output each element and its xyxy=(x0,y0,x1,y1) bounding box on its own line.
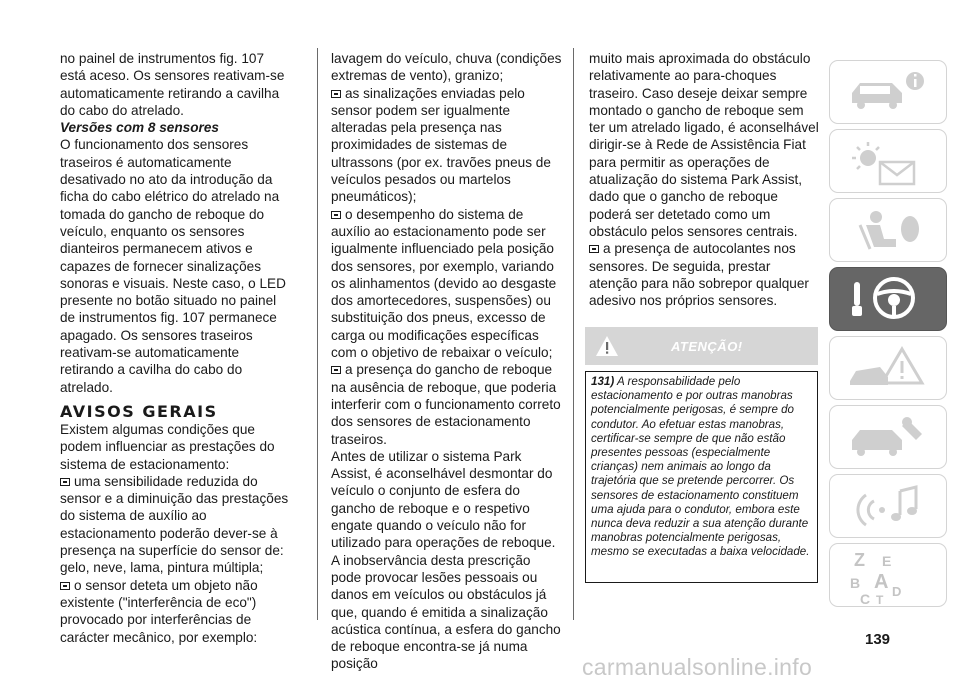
warning-box xyxy=(585,327,818,583)
bullet-item xyxy=(60,577,292,646)
paragraph: lavagem do veículo, chuva (condições extremas de vento), granizo; xyxy=(331,51,562,84)
bullet-icon xyxy=(331,211,341,219)
bullet-text: as sinalizações enviadas pelo sensor podem ser igualmente alteradas pela presença nas proximidades de sistemas de ultrassons (por ex. travões pneus de veículos pesados ou martelos pneumáticos); xyxy=(331,85,551,205)
bullet-item xyxy=(331,85,563,206)
index-letter: D xyxy=(892,584,902,599)
index-letter: B xyxy=(850,575,861,591)
warning-text: A responsabilidade pelo estacionamento e por outras manobras potencialmente perigosas, é sempre do condutor. Ao efetuar estas manobras, certificar-se sempre de que não estão presentes pessoas (especialmente crianças) nem animais ao longo da trajetória que se pretende percorrer. Os sensores de estacionamento constituem uma ajuda para o condutor, embora este nunca deva reduzir a sua atenção durante manobras potencialmente perigosas, mesmo se executadas a baixa velocidade. xyxy=(591,375,810,559)
section-title: AVISOS GERAIS xyxy=(60,401,218,421)
bullet-icon xyxy=(589,245,599,253)
bullet-text: uma sensibilidade reduzida do sensor e a diminuição das prestações do sistema de auxílio ao estacionamento poderão dever-se à presença na superfície do sensor de: gelo, neve, lama, pintura múltipla; xyxy=(60,473,289,576)
car-service-icon xyxy=(830,406,948,470)
tab-warning-triangle-car[interactable] xyxy=(829,336,947,400)
bullet-item xyxy=(331,361,563,447)
paragraph: muito mais aproximada do obstáculo relativamente ao para-choques traseiro. Caso deseje deixar sempre montado o gancho de reboque sem ter um atrelado ligado, é aconselhável dirigir-se à Rede de Assistência Fiat para permitir as operações de atualização do sistema Park Assist, dado que o gancho de reboque poderá ser detetado como um obstáculo pelos sensores centrais. xyxy=(589,51,819,239)
warning-body xyxy=(585,371,818,583)
paragraph: no painel de instrumentos fig. 107 está aceso. Os sensores reativam-se automaticamente retirando a cavilha do cabo do atrelado. xyxy=(60,51,285,118)
paragraph: O funcionamento dos sensores traseiros é automaticamente desativado no ato da introdução da ficha do cabo elétrico do atrelado na tomada do gancho de reboque do veículo, enquanto os sensores dianteiros permanecem ativos e capazes de fornecer sinalizações sonoras e visuais. Neste caso, o LED presente no botão situado no painel de instrumentos fig. 107 permanece apagado. Os sensores traseiros reativam-se automaticamente retirando a cavilha do cabo do atrelado. xyxy=(60,137,286,395)
car-info-icon xyxy=(830,61,948,125)
bullet-item xyxy=(60,473,292,577)
bullet-icon xyxy=(60,478,70,486)
tab-car-info[interactable] xyxy=(829,60,947,124)
paragraph: Antes de utilizar o sistema Park Assist, é aconselhável desmontar do veículo o conjunto de esfera do gancho de reboque e o respetivo engate quando o veículo não for utilizado para operações de reboque. A inobservância desta prescrição pode provocar lesões pessoais ou danos em veículos ou obstáculos já que, quando é emitida a sinalização acústica contínua, a esfera do gancho de reboque encontra-se já numa posição xyxy=(331,448,561,672)
index-letter: E xyxy=(882,553,892,569)
steering-wheel-key-icon xyxy=(830,268,948,332)
bullet-item xyxy=(589,240,821,309)
paragraph: Existem algumas condições que podem influenciar as prestações do sistema de estacionamento: xyxy=(60,421,275,472)
warning-title: ATENÇÃO! xyxy=(671,339,743,354)
subheading: Versões com 8 sensores xyxy=(60,120,219,136)
index-letter: Z xyxy=(854,550,865,570)
tab-index[interactable] xyxy=(829,543,947,607)
text-column-3 xyxy=(589,50,821,309)
index-letter: C xyxy=(860,591,871,607)
text-column-2 xyxy=(331,50,563,673)
seat-airbag-icon xyxy=(830,199,948,263)
index-letters-icon xyxy=(830,544,948,608)
bullet-text: a presença do gancho de reboque na ausência de reboque, que poderia interferir com o funcionamento correto dos sensores de estacionamento traseiros. xyxy=(331,362,561,447)
warning-triangle-icon xyxy=(595,334,619,358)
page-number: 139 xyxy=(865,631,891,648)
bullet-item xyxy=(331,206,563,362)
bullet-icon xyxy=(60,582,70,590)
warning-triangle-car-icon xyxy=(830,337,948,401)
tab-car-service[interactable] xyxy=(829,405,947,469)
index-letter: A xyxy=(874,571,889,593)
bullet-text: o desempenho do sistema de auxílio ao estacionamento pode ser igualmente influenciado pela posição dos sensores, por exemplo, variando os alinhamentos (devido ao desgaste dos amortecedores, suspensões) ou substituição dos pneus, excesso de carga ou modificações específicas com o objetivo de rebaixar o veículo; xyxy=(331,206,557,361)
tab-multimedia[interactable] xyxy=(829,474,947,538)
bullet-icon xyxy=(331,90,341,98)
multimedia-icon xyxy=(830,475,948,539)
text-column-1 xyxy=(60,50,292,646)
index-letter: T xyxy=(876,593,884,607)
column-divider-2 xyxy=(573,48,574,620)
tab-steering-wheel-key[interactable] xyxy=(829,267,947,331)
column-divider-1 xyxy=(317,48,318,620)
bullet-text: o sensor deteta um objeto não existente ("interferência de eco") provocado por interferências de carácter mecânico, por exemplo: xyxy=(60,577,258,645)
warning-number: 131) xyxy=(591,375,615,388)
bullet-text: a presença de autocolantes nos sensores. De seguida, prestar atenção para não sobrepor qualquer adesivo nos próprios sensores. xyxy=(589,241,809,309)
dashboard-lights-icon xyxy=(830,130,948,194)
bullet-icon xyxy=(331,366,341,374)
watermark-footer: carmanualsonline.info xyxy=(582,654,813,680)
warning-header xyxy=(585,327,818,365)
tab-seat-airbag[interactable] xyxy=(829,198,947,262)
tab-dashboard-lights[interactable] xyxy=(829,129,947,193)
